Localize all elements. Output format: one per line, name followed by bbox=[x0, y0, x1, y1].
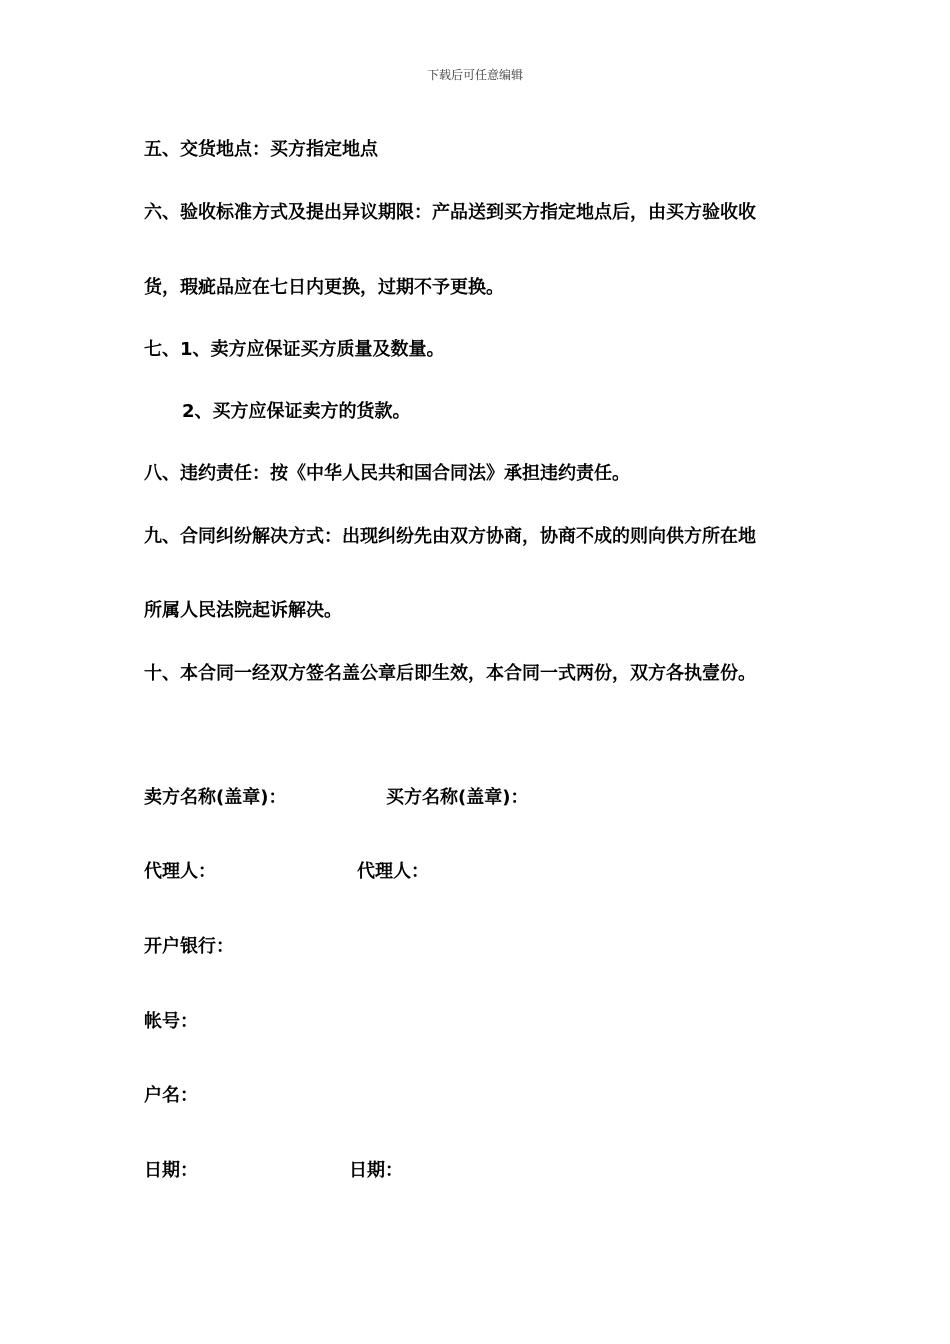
clause-9-line-1: 九、合同纠纷解决方式：出现纠纷先由双方协商，协商不成的则向供方所在地 bbox=[144, 526, 756, 547]
account-label: 帐号： bbox=[144, 1011, 198, 1032]
account-name-label: 户名： bbox=[144, 1085, 198, 1106]
clause-7-2: 2、买方应保证卖方的货款。 bbox=[182, 401, 411, 422]
seller-agent-label: 代理人： bbox=[144, 861, 216, 882]
buyer-agent-label: 代理人： bbox=[357, 861, 429, 882]
seller-date-label: 日期： bbox=[144, 1160, 198, 1181]
bank-label: 开户银行： bbox=[144, 936, 234, 957]
page-header: 下载后可任意编辑 bbox=[426, 68, 523, 82]
buyer-date-label: 日期： bbox=[349, 1160, 403, 1181]
clause-7-1: 七、1、卖方应保证买方质量及数量。 bbox=[144, 339, 445, 360]
clause-9-line-2: 所属人民法院起诉解决。 bbox=[144, 600, 342, 621]
clause-10: 十、本合同一经双方签名盖公章后即生效，本合同一式两份，双方各执壹份。 bbox=[144, 663, 756, 684]
clause-6-line-1: 六、验收标准方式及提出异议期限：产品送到买方指定地点后，由买方验收收 bbox=[144, 202, 756, 223]
buyer-name-label: 买方名称(盖章)： bbox=[386, 787, 529, 808]
clause-6-line-2: 货，瑕疵品应在七日内更换，过期不予更换。 bbox=[144, 277, 504, 298]
clause-5: 五、交货地点：买方指定地点 bbox=[144, 139, 378, 160]
seller-name-label: 卖方名称(盖章)： bbox=[144, 787, 287, 808]
clause-8: 八、违约责任：按《中华人民共和国合同法》承担违约责任。 bbox=[144, 463, 630, 484]
